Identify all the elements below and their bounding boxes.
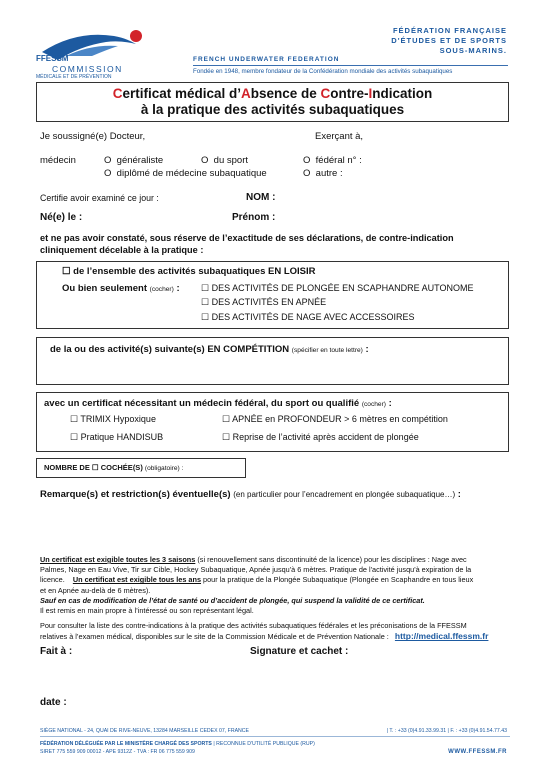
radio-diplome[interactable] bbox=[104, 168, 267, 179]
federation-line: SOUS-MARINS. bbox=[439, 46, 507, 55]
option-label: APNÉE en PROFONDEUR > 6 mètres en compétition bbox=[232, 414, 448, 424]
remarques-text: Remarque(s) et restriction(s) éventuelle(s) bbox=[40, 489, 231, 500]
count-label bbox=[44, 463, 183, 472]
legal-line bbox=[40, 555, 510, 565]
option-label: DES ACTIVITÉS DE PLONGÉE EN SCAPHANDRE AUTONOME bbox=[211, 283, 474, 293]
signature-label: Signature et cachet : bbox=[250, 646, 349, 657]
competition-colon: : bbox=[365, 344, 369, 355]
certifie-label: Certifie avoir examiné ce jour : bbox=[40, 193, 159, 203]
ou-bien-colon: : bbox=[176, 283, 180, 294]
ne-label: Né(e) le : bbox=[40, 212, 83, 223]
special-reprise[interactable] bbox=[222, 432, 419, 443]
radio-label: du sport bbox=[213, 155, 248, 166]
header-rule bbox=[193, 65, 508, 66]
founded-text: Fondée en 1948, membre fondateur de la Confédération mondiale des activités subaquatiques bbox=[193, 68, 453, 75]
radio-autre[interactable] bbox=[303, 168, 343, 179]
logo-word: FFESSM bbox=[36, 54, 69, 63]
special-cocher: (cocher) bbox=[361, 401, 386, 408]
count-text: NOMBRE DE ☐ COCHÉE(S) bbox=[44, 463, 143, 472]
radio-label: diplômé de médecine subaquatique bbox=[116, 168, 267, 179]
option-label: DES ACTIVITÉS EN APNÉE bbox=[211, 297, 327, 307]
checkbox-icon: ☐ bbox=[222, 432, 231, 442]
medecin-label: médecin bbox=[40, 155, 76, 166]
competition-text: de la ou des activité(s) suivante(s) EN COMPÉTITION bbox=[50, 344, 290, 355]
option-label: Reprise de l’activité après accident de plongée bbox=[232, 432, 419, 442]
commission-sub: MÉDICALE ET DE PRÉVENTION bbox=[36, 74, 112, 80]
option-label: Pratique HANDISUB bbox=[80, 432, 164, 442]
legal-text: (si renouvellement sans discontinuité de la licence) pour les disciplines : Nage avec bbox=[197, 555, 467, 564]
radio-icon: O bbox=[104, 155, 112, 166]
radio-federal[interactable] bbox=[303, 155, 362, 166]
federation-line: D'ÉTUDES ET DE SPORTS bbox=[391, 36, 507, 45]
title-line-1 bbox=[37, 86, 508, 101]
reconnue-text: | RECONNUE D'UTILITÉ PUBLIQUE (RUP) bbox=[213, 741, 315, 747]
legal-text: relatives à l’examen médical, disponibles sur le site de la Commission Médicale et de Prévention Nationale : bbox=[40, 632, 389, 642]
title-part: A bbox=[241, 86, 251, 101]
soussigne-label: Je soussigné(e) Docteur, bbox=[40, 131, 146, 142]
legal-line: Pour consulter la liste des contre-indications à la pratique des activités subaquatiques fédérales et les préconisations de la FFESSM bbox=[40, 621, 467, 631]
legal-line: Sauf en cas de modification de l’état de santé ou d’accident de plongée, qui suspend la validité de ce certificat. bbox=[40, 595, 425, 605]
option-label: DES ACTIVITÉS DE NAGE AVEC ACCESSOIRES bbox=[211, 312, 415, 322]
radio-du-sport[interactable] bbox=[201, 155, 248, 166]
underwater-label: FRENCH UNDERWATER FEDERATION bbox=[193, 56, 340, 63]
constat-text: et ne pas avoir constaté, sous réserve de l’exactitude de ses déclarations, de contre-indication cliniquement décelable à la pratique : bbox=[40, 233, 454, 255]
ou-bien-label bbox=[62, 283, 180, 294]
radio-icon: O bbox=[303, 168, 311, 179]
fait-label: Fait à : bbox=[40, 646, 73, 657]
federation-line: FÉDÉRATION FRANÇAISE bbox=[392, 26, 507, 35]
remarques-label bbox=[40, 489, 461, 500]
prenom-label: Prénom : bbox=[232, 212, 276, 223]
checkbox-icon: ☐ bbox=[70, 414, 79, 424]
loisir-option-apnee[interactable] bbox=[201, 297, 326, 308]
loisir-option-scaphandre[interactable] bbox=[201, 283, 474, 294]
checkbox-icon: ☐ bbox=[201, 312, 210, 322]
radio-generaliste[interactable] bbox=[104, 155, 163, 166]
remarques-colon: : bbox=[457, 489, 461, 500]
radio-label: fédéral n° : bbox=[315, 155, 362, 166]
title-part: ertificat médical d’ bbox=[122, 86, 241, 101]
checkbox-icon: ☐ bbox=[222, 414, 231, 424]
legal-line: et en Apnée au-delà de 6 mètres). bbox=[40, 585, 151, 595]
legal-line: Il est remis en main propre à l’intéressé ou son représentant légal. bbox=[40, 606, 254, 616]
title-part: bsence de bbox=[250, 86, 321, 101]
footer-delegation bbox=[40, 741, 315, 747]
title-part: ndication bbox=[372, 86, 433, 101]
footer-tel: | T. : +33 (0)4.91.33.99.31 | F. : +33 (0)4.91.54.77.43 bbox=[386, 728, 507, 734]
radio-label: autre : bbox=[315, 168, 343, 179]
nom-label: NOM : bbox=[246, 192, 276, 203]
special-trimix[interactable] bbox=[70, 414, 156, 425]
checkbox-icon: ☐ bbox=[62, 266, 71, 277]
footer-www[interactable]: WWW.FFESSM.FR bbox=[448, 749, 507, 755]
delegation-text: FÉDÉRATION DÉLÉGUÉE PAR LE MINISTÈRE CHARGÉ DES SPORTS bbox=[40, 741, 212, 747]
title-box bbox=[36, 82, 509, 122]
ou-bien-text: Ou bien seulement bbox=[62, 283, 147, 294]
commission-label: COMMISSION bbox=[52, 64, 123, 74]
title-part: ontre- bbox=[330, 86, 369, 101]
title-part: I bbox=[368, 86, 373, 101]
special-label bbox=[44, 398, 392, 409]
radio-icon: O bbox=[201, 155, 209, 166]
legal-line bbox=[40, 631, 510, 642]
footer-siret: SIRET 775 559 909 00012 - APE 9312Z - TVA : FR 06 775 559 909 bbox=[40, 749, 195, 755]
loisir-ensemble-label: de l’ensemble des activités subaquatiques EN LOISIR bbox=[73, 266, 316, 277]
medical-site-link[interactable]: http://medical.ffessm.fr bbox=[394, 631, 489, 642]
title-part: C bbox=[112, 86, 123, 101]
special-colon: : bbox=[388, 398, 392, 409]
footer-siege: SIÈGE NATIONAL - 24, QUAI DE RIVE-NEUVE, 13284 MARSEILLE CEDEX 07, FRANCE bbox=[40, 728, 250, 734]
legal-block bbox=[40, 555, 510, 643]
special-text: avec un certificat nécessitant un médecin fédéral, du sport ou qualifié bbox=[44, 398, 360, 409]
competition-label bbox=[50, 344, 369, 355]
option-label: TRIMIX Hypoxique bbox=[80, 414, 156, 424]
title-line-2: à la pratique des activités subaquatiques bbox=[140, 102, 405, 117]
legal-line: Palmes, Nage en Eau Vive, Tir sur Cible, Hockey Subaquatique, Apnée jusqu'à 6 mètres. Pratique de l'activité jusqu'à expiration de la bbox=[40, 565, 472, 575]
federation-name bbox=[391, 26, 507, 56]
legal-underlined: Un certificat est exigible toutes les 3 saisons bbox=[40, 555, 196, 564]
footer-rule bbox=[40, 736, 510, 737]
exercant-label: Exerçant à, bbox=[315, 131, 364, 142]
legal-text: licence. bbox=[40, 575, 65, 585]
special-handisub[interactable] bbox=[70, 432, 163, 443]
legal-underlined: Un certificat est exigible tous les ans bbox=[72, 575, 202, 585]
legal-line bbox=[40, 575, 510, 585]
loisir-ensemble[interactable] bbox=[62, 266, 316, 277]
checkbox-icon: ☐ bbox=[70, 432, 79, 442]
checkbox-icon: ☐ bbox=[201, 283, 210, 293]
count-note: (obligatoire) : bbox=[144, 465, 184, 472]
radio-icon: O bbox=[303, 155, 311, 166]
radio-icon: O bbox=[104, 168, 112, 179]
cocher-note: (cocher) bbox=[149, 286, 174, 293]
competition-note: (spécifier en toute lettre) bbox=[291, 347, 363, 354]
remarques-note: (en particulier pour l’encadrement en plongée subaquatique…) bbox=[233, 490, 456, 499]
legal-text: pour la pratique de la Plongée Subaquatique (Plongée en Scaphandre en tous lieux bbox=[203, 575, 474, 585]
loisir-option-nage[interactable] bbox=[201, 312, 415, 323]
title-part: C bbox=[320, 86, 331, 101]
date-label: date : bbox=[40, 697, 67, 708]
special-apnee-profondeur[interactable] bbox=[222, 414, 448, 425]
radio-label: généraliste bbox=[116, 155, 164, 166]
checkbox-icon: ☐ bbox=[201, 297, 210, 307]
